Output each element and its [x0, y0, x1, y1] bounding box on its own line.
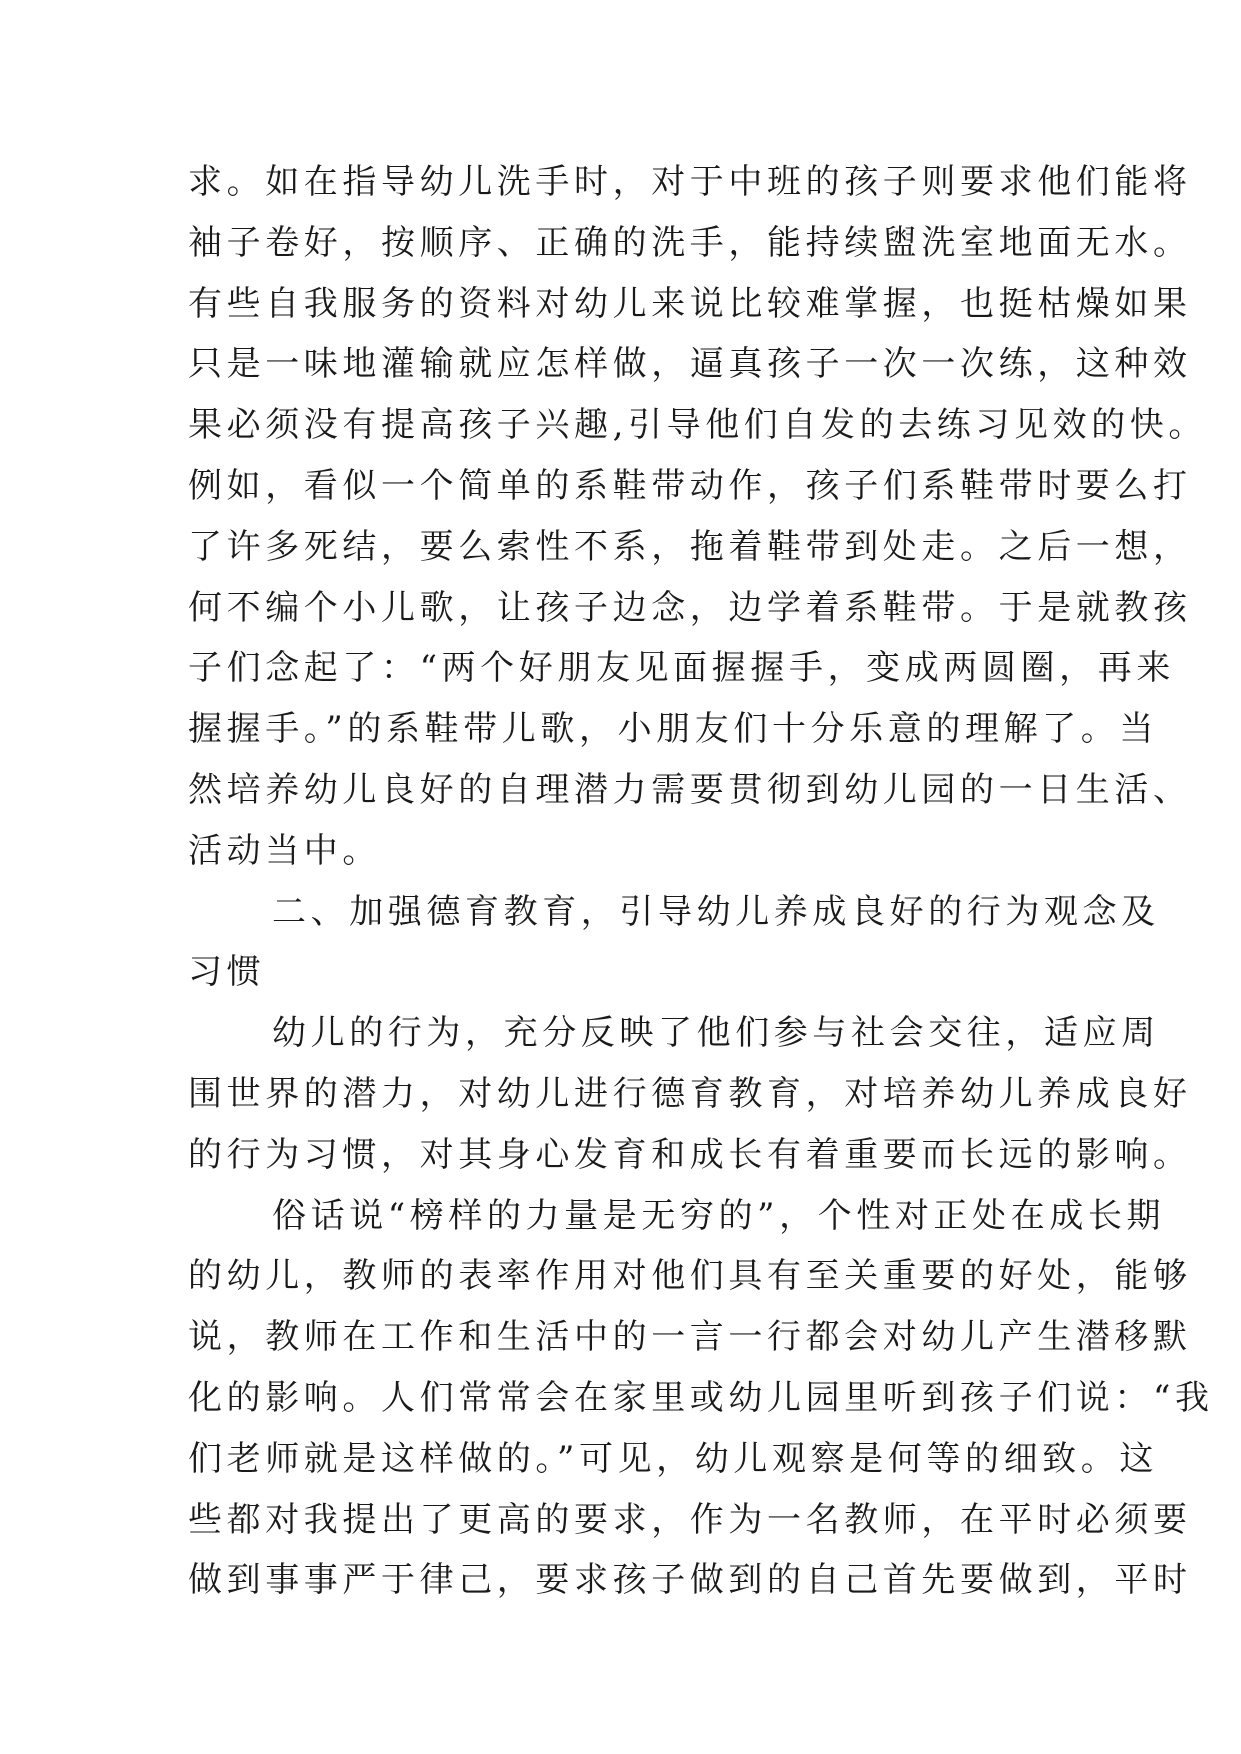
text-line: 何不编个小儿歌，让孩子边念，边学着系鞋带。于是就教孩: [188, 587, 1192, 628]
body-text: [188, 152, 1214, 1611]
section-heading: 二、加强德育教育，引导幼儿养成良好的行为观念及: [272, 891, 1160, 932]
text-line: 例如，看似一个简单的系鞋带动作，孩子们系鞋带时要么打: [188, 465, 1192, 506]
text-line: 围世界的潜力，对幼儿进行德育教育，对培养幼儿养成良好: [188, 1073, 1192, 1114]
text-line: 只是一味地灌输就应怎样做，逼真孩子一次一次练，这种效: [188, 344, 1192, 385]
text-line: 有些自我服务的资料对幼儿来说比较难掌握，也挺枯燥如果: [188, 283, 1192, 324]
text-line: 的行为习惯，对其身心发育和成长有着重要而长远的影响。: [188, 1134, 1192, 1175]
text-line: 握握手。”的系鞋带儿歌，小朋友们十分乐意的理解了。当: [188, 709, 1158, 750]
text-line: 的幼儿，教师的表率作用对他们具有至关重要的好处，能够: [188, 1256, 1192, 1297]
text-line: 说，教师在工作和生活中的一言一行都会对幼儿产生潜移默: [188, 1317, 1192, 1358]
text-line: 子们念起了：“两个好朋友见面握握手，变成两圆圈，再来: [188, 648, 1175, 689]
text-line: 袖子卷好，按顺序、正确的洗手，能持续盥洗室地面无水。: [188, 222, 1192, 263]
text-line: 些都对我提出了更高的要求，作为一名教师，在平时必须要: [188, 1499, 1192, 1540]
text-line: 然培养幼儿良好的自理潜力需要贯彻到幼儿园的一日生活、: [188, 769, 1192, 810]
paragraph-start: 幼儿的行为，充分反映了他们参与社会交往，适应周: [272, 1013, 1160, 1054]
text-line: 果必须没有提高孩子兴趣,引导他们自发的去练习见效的快。: [188, 405, 1208, 446]
text-line: 们老师就是这样做的。”可见，幼儿观察是何等的细致。这: [188, 1438, 1158, 1479]
text-line: 活动当中。: [188, 830, 381, 871]
text-line: 化的影响。人们常常会在家里或幼儿园里听到孩子们说：“我: [188, 1377, 1214, 1418]
text-line: 求。如在指导幼儿洗手时，对于中班的孩子则要求他们能将: [188, 162, 1192, 202]
text-line: 做到事事严于律己，要求孩子做到的自己首先要做到，平时: [188, 1560, 1192, 1601]
text-line: 了许多死结，要么索性不系，拖着鞋带到处走。之后一想，: [188, 526, 1192, 567]
section-heading-continued: 习惯: [188, 952, 266, 993]
paragraph-start: 俗话说“榜样的力量是无穷的”，个性对正处在成长期: [272, 1195, 1166, 1236]
